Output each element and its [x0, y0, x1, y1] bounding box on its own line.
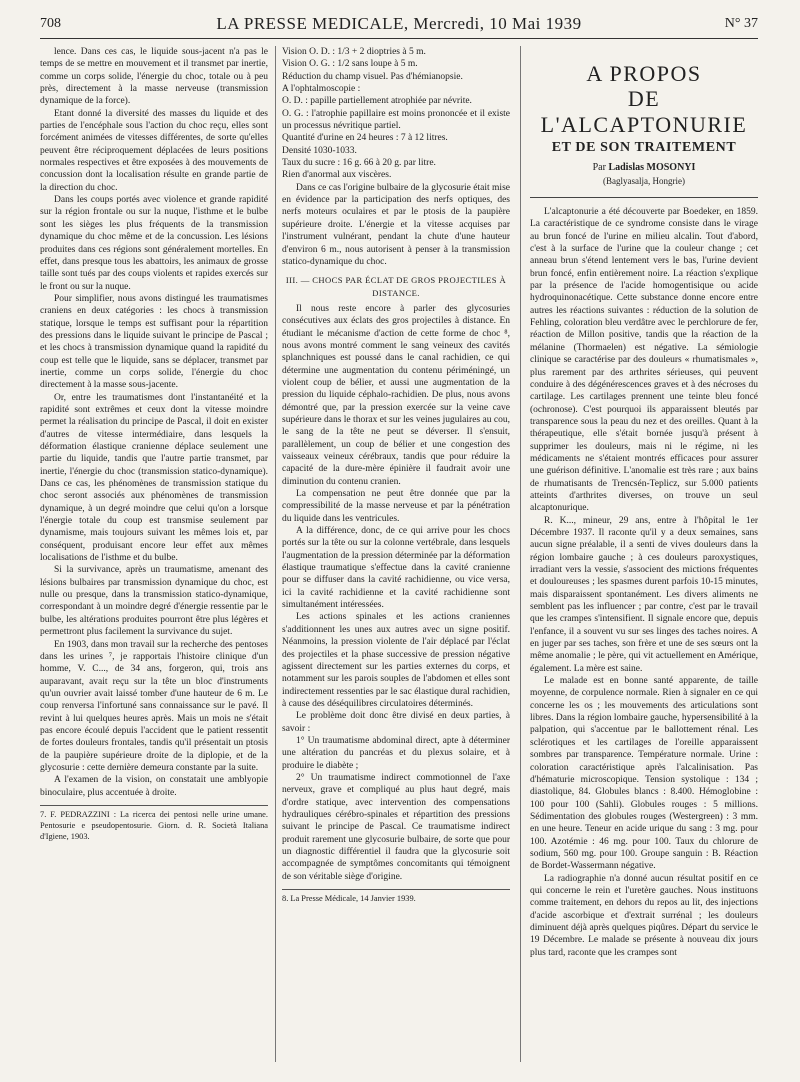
paragraph: La compensation ne peut être donnée que par la compressibilité de la masse nerveuse et par la pénétration du liquide dans les ventricules.	[282, 489, 510, 524]
footnote-7: 7. F. PEDRAZZINI : La ricerca dei pentosi nelle urine umane. Pentosurie e pseudopentosurie. Giorn. d. R. Società Italiana d'Igiene, 1903.	[40, 805, 268, 842]
paragraph: Le malade est en bonne santé apparente, de taille moyenne, de corpulence normale. Rien à signaler en ce qui concerne les os ; les mouvements des articulations sont libres. Dans la région lombaire gauche, hypersensibilité à la palpation, qui s'accentue par le ballottement rénal. Les sclérotiques et les cartilages de l'oreille apparaissent sombres par transparence. Température normale. Urine : coloration caractéristique après l'alcalinisation. Pas d'hématurie microscopique. Tension systolique : 134 ; diastolique, 84. Globules blancs : 8.400. Hémoglobine : 100 pour 100 (Sahli). Globules rouges : 5 millions. Sédimentation des globules rouges (Westergreen) : 3 mm. en une heure. Teneur en acide urique du sang : 3 mg. pour 100. Azotémie : 46 mg. pour 100. Taux du chlorure de sodium, 560 mg. pour 100. Groupe sanguin : B. Réaction de Bordet-Wassermann négative.	[530, 676, 758, 872]
paragraph: O. D. : papille partiellement atrophiée par névrite.	[282, 96, 472, 107]
column-2-body-b	[282, 303, 510, 883]
paragraph: Réduction du champ visuel. Pas d'hémianopsie.	[282, 71, 463, 82]
column-2	[282, 46, 510, 904]
author-line	[530, 162, 758, 174]
paragraph: O. G. : l'atrophie papillaire est moins prononcée et il existe un processus névritique partiel.	[282, 108, 510, 132]
header-rule	[40, 38, 758, 39]
author-name: Ladislas MOSONYI	[608, 162, 696, 174]
paragraph: Vision O. G. : 1/2 sans loupe à 5 m.	[282, 59, 418, 70]
paragraph: Rien d'anormal aux viscères.	[282, 170, 392, 181]
paragraph: Les actions spinales et les actions craniennes s'additionnent les unes aux autres avec un signe positif. Néanmoins, la pression violente de l'air déplacé par l'éclat des projectiles et la phase successive de pression négative agissent directement sur les parties externes du corps, et notamment sur les parois souples de l'abdomen et elles sont indirectement ressenties par le sac élastique dural rachidien, à cause des déséquilibres circulatoires déterminés.	[282, 612, 510, 709]
paragraph: lence. Dans ces cas, le liquide sous-jacent n'a pas le temps de se mettre en mouvement et il transmet par inertie, comme un corps solide, l'énergie du choc, totale ou à peu près, directement à la masse nerveuse (transmission dynamique de la force).	[40, 47, 268, 107]
paragraph: A la différence, donc, de ce qui arrive pour les chocs portés sur la tête ou sur la colonne vertébrale, dans lesquels l'augmentation de la pression déterminée par la déformation élastique traumatique s'effectue dans la cavité cranienne pour se diffuser dans la cavité rachidienne, ou vice versa, ici la cavité rachidienne et la cavité rachidienne sont simultanément intéressées.	[282, 526, 510, 611]
paragraph: Etant donné la diversité des masses du liquide et des parties de l'encéphale sous l'action du choc reçu, elles sont forcément animées de vitesses différentes, de sorte qu'elles peuvent être réciproquement déplacées de leurs positions normales respectives et être exposées à des mouvements de concussion dont la localisation résulte en grande partie de la direction du choc.	[40, 108, 268, 193]
paragraph: L'alcaptonurie a été découverte par Boedeker, en 1859. La caractéristique de ce syndrome consiste dans le virage au brun foncé de l'urine en milieu alcalin. Tout d'abord, c'est à la surface de l'urine que la couleur change ; cet anneau brun s'étend lentement vers le bas, l'urine devient brun foncé, enfin entièrement noire. La réaction s'explique par la présence de l'acide homogentisique ou acide hydroquinonacétique. Cette substance donne encore entre autres les réactions suivantes : réduction de la solution de Fehling, coloration bleu verdâtre avec le perchlorure de fer, réaction de Millon positive, tandis que la réaction de la mélanine (Thormaelen) est négative. La sémiologie clinique se caractérise par des douleurs « rhumatismales », plus rarement par des arthrites sérieuses, qui peuvent conduire à des dégénérescences graves et à des nécroses du cartilage. Les cartilages prennent une teinte bleu foncé (ochronose). C'est pourquoi ils apparaissent bleutés par transparence sous la peau du nez et des oreilles. Quant à la thérapeutique, elle s'était bornée jusqu'à présent à supprimer les douleurs, mais ni le régime, ni les médicaments ne s'étaient montrés efficaces pour assurer une guérison définitive. L'anomalie est très rare ; aux bains de rhumatisants de Trencsén-Teplicz, sur 5.000 patients atteints d'arthrites diverses, on trouve un seul alcaptonurique.	[530, 207, 758, 514]
paragraph: Densité 1030-1033.	[282, 145, 357, 156]
paragraph: Quantité d'urine en 24 heures : 7 à 12 litres.	[282, 133, 448, 144]
vision-findings	[282, 46, 510, 182]
paragraph: Il nous reste encore à parler des glycosuries consécutives aux éclats des gros projectiles à distance. En étudiant le mécanisme d'action de cette forme de choc ⁸, nous avons montré comment le sang veineux des cavités splanchniques est poussé dans le canal rachidien, ce qui détermine une augmentation du contenu périméningé, un violent coup de bélier, et aussi une augmentation de la pression du liquide céphalo-rachidien. De plus, nous avons démontré que, par la pression exercée sur la veine cave supérieure dans le thorax et sur les veines jugulaires au cou, le sang de la tête ne peut se déverser. Il s'ensuit, parallèlement, un coup de bélier et une congestion des vaisseaux veineux cérébraux, tandis que pour réduire la capacité de la dure-mère épinière il faudrait avoir une diminution du contenu cranien.	[282, 303, 510, 487]
column-2-body-a	[282, 182, 510, 268]
paragraph: 2° Un traumatisme indirect commotionnel de l'axe nerveux, grave et compliqué au plus haut degré, mais d'ordre statique, avec intervention des compensations hydrauliques cérébro-spinales et répartition des pressions suivant le principe de Pascal. Ce traumatisme indirect produit rarement une glycosurie bulbaire, de sorte que pour un diagnostic différentiel il faudra que la glycosurie soit accompagnée de symptômes concomitants qui témoignent de son véritable siège d'origine.	[282, 772, 510, 882]
running-header	[40, 14, 758, 38]
paragraph: Pour simplifier, nous avons distingué les traumatismes craniens en deux catégories : les chocs à transmission statique, lorsque le temps est suffisant pour la répartition des pressions dans le liquide suivant le principe de Pascal ; et les chocs à transmission dynamique quand la rapidité du coup est telle que le liquide, sans se déplacer, transmet par inertie, comme un corps solide, l'énergie du choc directement à la masse sous-jacente.	[40, 293, 268, 391]
column-separator	[275, 46, 276, 1062]
column-1-body	[40, 46, 268, 799]
paragraph: Dans ce cas l'origine bulbaire de la glycosurie était mise en évidence par la participation des nerfs optiques, des nerfs moteurs oculaires et par le ptosis de la paupière supérieure droite. L'énergie et la vitesse acquises par l'instrument vulnérant, pendant la chute d'une hauteur d'environ 6 m., nous autorisent à penser à la transmission statico-dynamique du choc.	[282, 182, 510, 267]
paragraph: En 1903, dans mon travail sur la recherche des pentoses dans les urines ⁷, je rapportais l'histoire clinique d'un homme, V. C..., de 34 ans, forgeron, qui, trois ans auparavant, avait reçu sur la tête un bloc d'instruments qu'un ouvrier avait laissé tomber d'une hauteur de 6 m. Le coup renversa l'infortuné sans connaissance sur le pavé. Il revint à lui quelques heures après. Mais un mois ne s'était pas encore écoulé depuis l'accident que le patient ressentit de fortes douleurs frontales, tandis qu'il présentait un ptosis de la paupière supérieure droite de la diplopie, et de la glycosurie : cette dernière demeura constante par la suite.	[40, 639, 268, 773]
issue-number: N° 37	[724, 16, 758, 31]
column-separator	[520, 46, 521, 1062]
footnote-8: 8. La Presse Médicale, 14 Janvier 1939.	[282, 889, 510, 904]
paragraph: 1° Un traumatisme abdominal direct, apte à déterminer une altération du pancréas et du plexus solaire, et à produire le diabète ;	[282, 735, 510, 771]
paragraph: La radiographie n'a donné aucun résultat positif en ce qui concerne le rein et l'uretère gauches. Nous instituons comme traitement, en dehors du repos au lit, des injections d'acide ascorbique et d'extrait surrénal ; les douleurs diminuent déjà après quelques piqûres. Départ du service le 19 Décembre. Le malade se présente à nouveau dix jours plus tard, raconte que les crampes sont	[530, 873, 758, 958]
journal-title	[40, 14, 758, 34]
paragraph: Taux du sucre : 16 g. 66 à 20 g. par litre.	[282, 158, 436, 169]
author-affiliation: (Baglyasalja, Hongrie)	[603, 175, 685, 186]
paragraph: Vision O. D. : 1/3 + 2 dioptries à 5 m.	[282, 47, 426, 57]
article-title-line-1: A PROPOS	[586, 61, 702, 86]
issue-date: Mercredi, 10 Mai 1939	[413, 14, 582, 33]
title-rule	[530, 197, 758, 198]
author-prefix: Par	[592, 162, 606, 174]
paragraph: A l'examen de la vision, on constatait une amblyopie binoculaire, plus accentuée à droite.	[40, 775, 268, 798]
section-heading: III. — CHOCS PAR ÉCLAT DE GROS PROJECTILES À DISTANCE.	[285, 275, 507, 298]
article-title-line-3: ET DE SON TRAITEMENT	[551, 140, 737, 155]
journal-name: LA PRESSE MEDICALE,	[216, 14, 409, 33]
article-title-line-2: DE L'ALCAPTONURIE	[540, 86, 748, 137]
paragraph: Le problème doit donc être divisé en deux parties, à savoir :	[282, 711, 510, 734]
column-1	[40, 46, 268, 842]
paragraph: Or, entre les traumatismes dont l'instantanéité et la rapidité sont extrêmes et ceux dont la vitesse moindre permet la réalisation du principe de Pascal, il doit en exister d'autres de vitesse intermédiaire, dans lesquels la déformation élastique cranienne déplace seulement une partie du liquide, tandis que l'autre partie transmet, par inertie, l'énergie du choc (transmission statico-dynamique). Dans ce cas, les phénomènes de transmission statique du choc seront associés aux phénomènes de transmission dynamique, à un degré moindre que celui qu'on a lorsque l'énergie totale du coup est transmise seulement par dynamisme, mais toujours suivant les mêmes lois et, par conséquent, produisant encore leur effet aux mêmes localisations de l'isthme et du bulbe.	[40, 392, 268, 564]
column-3-body	[530, 206, 758, 959]
column-3	[530, 46, 758, 959]
paragraph: Si la survivance, après un traumatisme, amenant des lésions bulbaires par transmission dynamique du choc, est nulle ou presque, dans la transmission statico-dynamique, correspondant à un moindre degré d'énergie ressentie par le bulbe, les altérations produites pourront être plus légères et permettront plus facilement la survivance du sujet.	[40, 565, 268, 638]
paragraph: Dans les coups portés avec violence et grande rapidité sur la région frontale ou sur la nuque, l'isthme et le bulbe sont les sièges les plus fréquents de la transmission dynamique du choc même et de la concussion. Les lésions produites dans ces régions sont généralement mortelles. En effet, dans presque tous les abattoirs, les animaux de grosse taille sont tués par des coups violents et rapides exercés sur le front ou sur la nuque.	[40, 195, 268, 292]
paragraph: A l'ophtalmoscopie :	[282, 84, 361, 95]
paragraph: R. K..., mineur, 29 ans, entre à l'hôpital le 1er Décembre 1937. Il raconte qu'il y a deux semaines, sans aucun signe préalable, il a senti de vives douleurs dans la région lombaire gauche ; à ces douleurs paroxystiques, irradiant vers la vessie, s'associent des mictions fréquentes et douloureuses ; les spasmes durent parfois 10-15 minutes, mais disparaissent spontanément. Les divers aliments ne semblent pas les influencer ; par contre, c'est par le travail que les crampes s'intensifient. Il signale encore que, depuis l'enfance, il a souvent vu sur ses linges des taches noires. A en juger par ses taches, son frère et une de ses sœurs ont la même anomalie ; le père, qui vit actuellement en Amérique, également. La mère est saine.	[530, 515, 758, 674]
page-number: 708	[40, 16, 61, 31]
